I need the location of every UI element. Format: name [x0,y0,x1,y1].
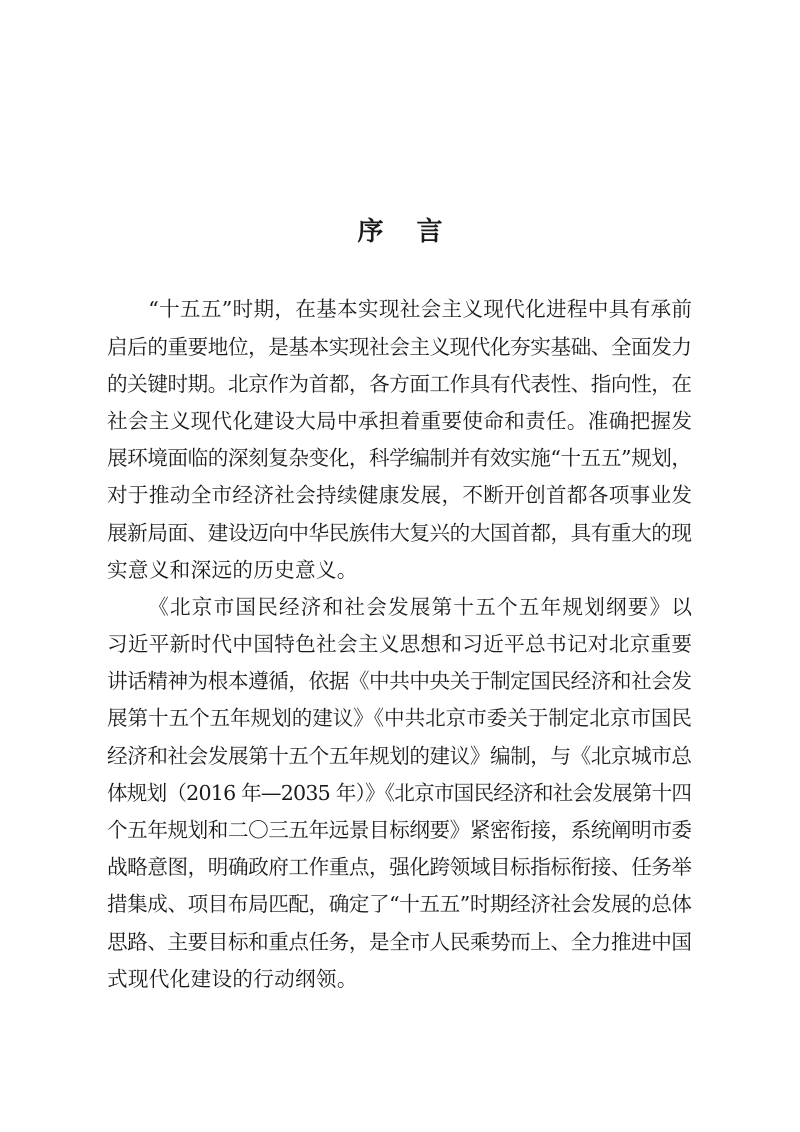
text-line: 对于推动全市经济社会持续健康发展，不断开创首都各项事业发 [107,483,693,508]
text-line: 式现代化建设的行动纲领。 [107,966,358,991]
text-line: 个五年规划和二〇三五年远景目标纲要》紧密衔接，系统阐明市委 [107,818,692,843]
text-line: 启后的重要地位，是基本实现社会主义现代化夯实基础、全面发力 [107,334,692,359]
text-line: 措集成、项目布局匹配，确定了“十五五”时期经济社会发展的总体 [107,892,692,917]
text-line: 的关键时期。北京作为首都，各方面工作具有代表性、指向性，在 [107,371,692,396]
paragraph-1 [107,291,692,589]
text-line: 讲话精神为根本遵循，依据《中共中央关于制定国民经济和社会发 [107,669,692,694]
text-line: 实意义和深远的历史意义。 [107,557,358,582]
page-title: 序 言 [357,217,455,247]
text-line: 思路、主要目标和重点任务，是全市人民乘势而上、全力推进中国 [107,929,692,954]
text-line: 展新局面、建设迈向中华民族伟大复兴的大国首都，具有重大的现 [107,520,692,545]
text-line: 经济和社会发展第十五个五年规划的建议》编制，与《北京城市总 [107,743,692,768]
text-line: 展第十五个五年规划的建议》《中共北京市委关于制定北京市国民 [107,706,692,731]
document-body [107,291,692,998]
text-line: “十五五”时期，在基本实现社会主义现代化进程中具有承前 [148,297,693,322]
text-line: 《北京市国民经济和社会发展第十五个五年规划纲要》以 [148,594,694,619]
text-line: 战略意图，明确政府工作重点，强化跨领域目标指标衔接、任务举 [107,855,692,880]
text-line: 社会主义现代化建设大局中承担着重要使命和责任。准确把握发 [107,408,693,433]
paragraph-2 [107,589,692,998]
text-line: 习近平新时代中国特色社会主义思想和习近平总书记对北京重要 [107,632,693,657]
text-line: 展环境面临的深刻复杂变化，科学编制并有效实施“十五五”规划， [107,446,692,471]
text-line: 体规划（2016 年—2035 年）》《北京市国民经济和社会发展第十四 [107,780,692,805]
